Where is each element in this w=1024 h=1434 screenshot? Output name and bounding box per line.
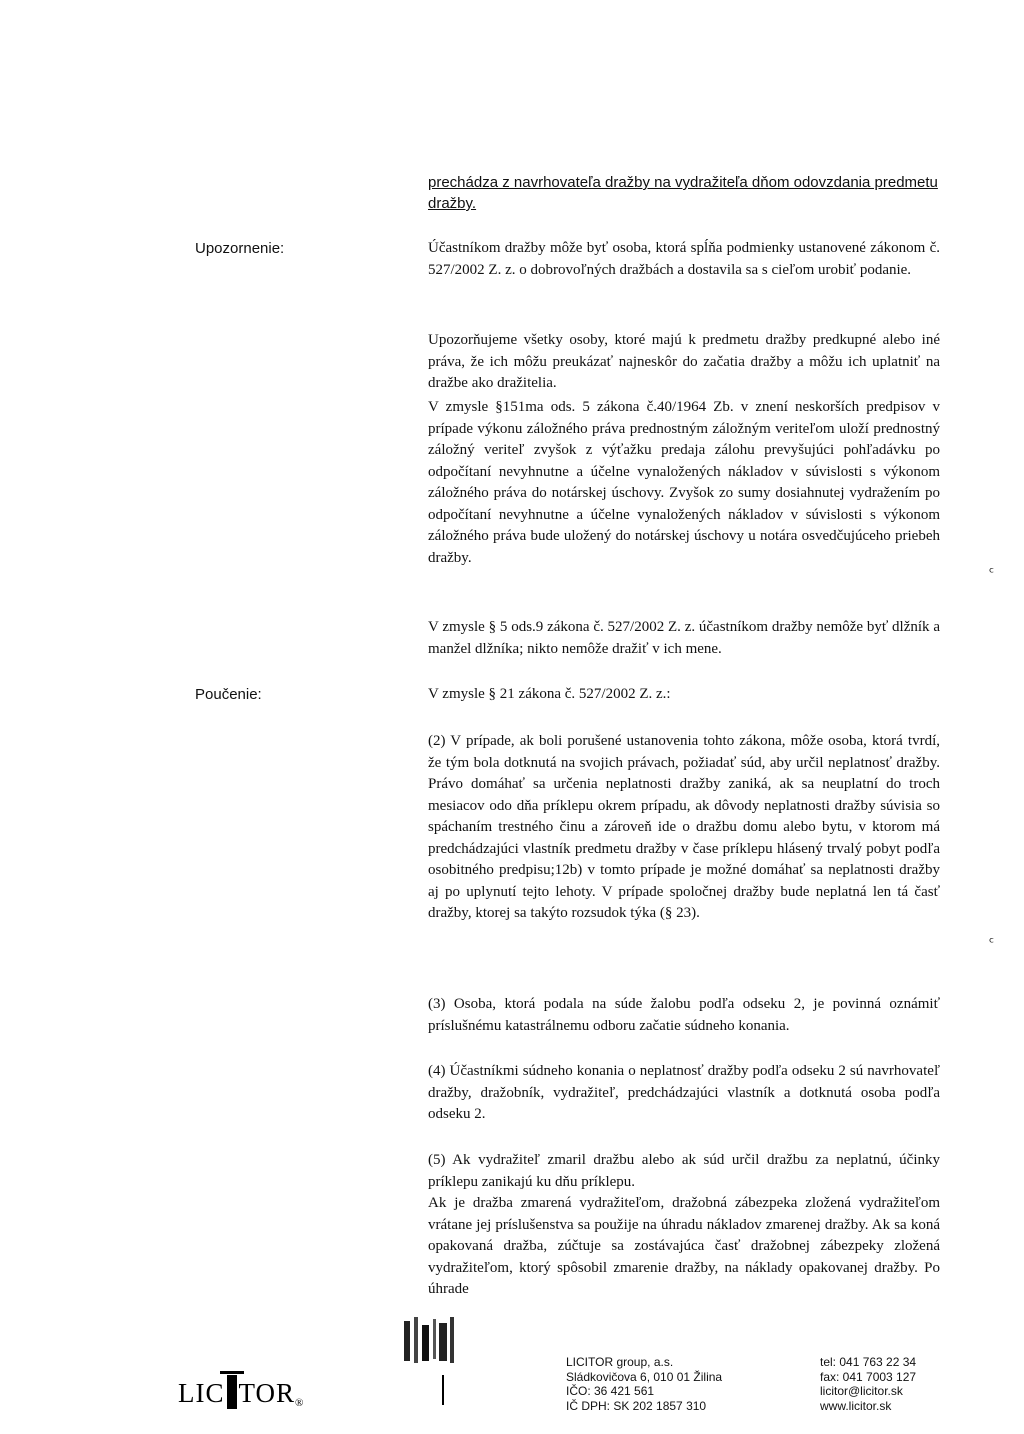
poucenie-intro: V zmysle § 21 zákona č. 527/2002 Z. z.: — [428, 686, 671, 702]
poucenie-paragraph-2: (2) V prípade, ak boli porušené ustanovenia tohto zákona, môže osoba, ktorá tvrdí, že tým bola dotknutá na svojich právach, požiadať súd, aby určil neplatnosť dražby. Právo domáhať sa určenia neplatnosti dražby zaniká, ak sa neuplatní do troch mesiacov odo dňa príklepu okrem prípadu, ak dôvody neplatnosti dražby súvisia so spáchaním trestného činu a zároveň ide o dražbu domu alebo bytu, v ktorom má predchádzajúci vlastník predmetu dražby v čase príklepu hlásený trvalý pobyt podľa osobitného predpisu;12b) v tomto prípade je možné domáhať sa neplatnosti dražby aj po uplynutí tejto lehoty. V prípade spoločnej dražby bude neplatná len tá časť dražby, ktorej sa takýto rozsudok týka (§ 23). — [428, 733, 940, 921]
footer-tel: tel: 041 763 22 34 — [820, 1355, 917, 1369]
licitor-logo — [178, 1375, 304, 1409]
continuation-text: prechádza z navrhovateľa dražby na vydražiteľa dňom odovzdania predmetu dražby. — [428, 174, 938, 212]
stamp-graphic — [402, 1317, 456, 1375]
footer-address: Sládkovičova 6, 010 01 Žilina — [566, 1369, 723, 1384]
poucenie-paragraph-5b: Ak je dražba zmarená vydražiteľom, dražobná zábezpeka zložená vydražiteľom vrátane jej príslušenstva sa použije na úhradu nákladov zmarenej dražby. Ak sa koná opakovaná dražba, zúčtuje sa zostávajúca časť dražobnej zábezpeky zložená vydražiteľom, ktorý spôsobil zmarenie dražby, na náklady opakovanej dražby. Po úhrade — [428, 1195, 940, 1297]
poucenie-paragraph-5a: (5) Ak vydražiteľ zmaril dražbu alebo ak súd určil dražbu za neplatnú, účinky príklepu zanikajú ku dňu príklepu. — [428, 1152, 940, 1190]
footer-company-block — [566, 1355, 766, 1413]
footer-icdph: IČ DPH: SK 202 1857 310 — [566, 1398, 707, 1413]
footer-fax: fax: 041 7003 127 — [820, 1369, 917, 1384]
logo-text-left: LIC — [178, 1378, 225, 1408]
upozornenie-paragraph-1: Účastníkom dražby môže byť osoba, ktorá spĺňa podmienky ustanovené zákonom č. 527/2002 Z. z. o dobrovoľných dražbách a dostavila sa s cieľom urobiť podanie. — [428, 240, 940, 278]
margin-mark: ᶜ — [989, 565, 995, 581]
upozornenie-paragraph-3: V zmysle §151ma ods. 5 zákona č.40/1964 Zb. v znení neskorších predpisov v prípade výkonu záložného práva prednostným záložným veriteľom uloží prednostný záložný veriteľ zvyšok z výťažku predaja zálohu prevyšujúci pohľadávku po odpočítaní nevyhnutne a účelne vynaložených nákladov v súvislosti s výkonom záložného práva do notárskej úschovy. Zvyšok zo sumy dosiahnutej vydražením po odpočítaní nevyhnutne a účelne vynaložených nákladov v súvislosti s výkonom záložného práva bude uložený do notárskej úschovy u notára osvedčujúceho priebeh dražby. — [428, 399, 940, 566]
margin-mark-2: ᶜ — [989, 935, 995, 951]
logo-column-icon — [227, 1375, 237, 1409]
footer-email[interactable]: licitor@licitor.sk — [820, 1384, 903, 1398]
poucenie-paragraph-4: (4) Účastníkmi súdneho konania o neplatnosť dražby podľa odseku 2 sú navrhovateľ dražby, dražobník, vydražiteľ, predchádzajúci vlastník a dotknutá osoba podľa odseku 2. — [428, 1063, 940, 1122]
logo-text-right: TOR — [238, 1378, 296, 1408]
footer-web[interactable]: www.licitor.sk — [820, 1398, 892, 1413]
poucenie-paragraph-3: (3) Osoba, ktorá podala na súde žalobu podľa odseku 2, je povinná oznámiť príslušnému katastrálnemu odboru začatie súdneho konania. — [428, 996, 940, 1034]
footer-contact-block — [820, 1355, 960, 1413]
stamp-divider — [442, 1375, 444, 1405]
footer-ico: IČO: 36 421 561 — [566, 1384, 655, 1398]
upozornenie-paragraph-2: Upozorňujeme všetky osoby, ktoré majú k predmetu dražby predkupné alebo iné práva, že ich môžu preukázať najneskôr do začatia dražby a môžu ich uplatniť na dražbe ako dražitelia. — [428, 332, 940, 391]
logo-registered-mark: ® — [295, 1397, 305, 1409]
poucenie-label: Poučenie: — [195, 686, 262, 703]
upozornenie-label: Upozornenie: — [195, 240, 285, 257]
upozornenie-paragraph-4: V zmysle § 5 ods.9 zákona č. 527/2002 Z. z. účastníkom dražby nemôže byť dlžník a manžel dlžníka; nikto nemôže dražiť v ich mene. — [428, 619, 940, 657]
footer-company-name: LICITOR group, a.s. — [566, 1355, 674, 1369]
